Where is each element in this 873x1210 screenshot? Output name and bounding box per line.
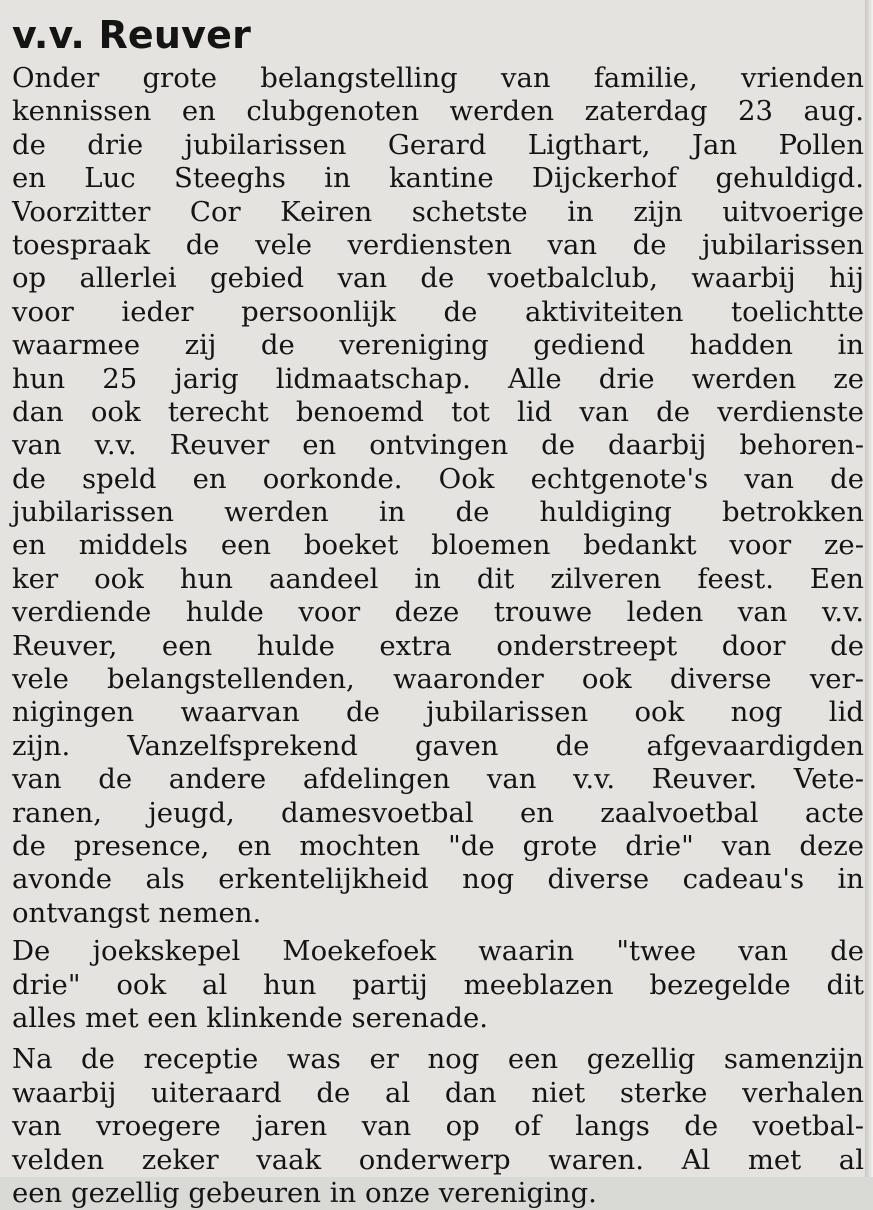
text-line: en Luc Steeghs in kantine Dijckerhof gehuldigd. [12, 162, 864, 195]
text-line: waarmee zij de vereniging gediend hadden in [12, 329, 864, 362]
text-line: waarbij uiteraard de al dan niet sterke verhalen [12, 1076, 864, 1109]
text-line: avonde als erkentelijkheid nog diverse cadeau's in [12, 863, 864, 896]
text-line: ker ook hun aandeel in dit zilveren feest. Een [12, 562, 864, 595]
text-line: van vroegere jaren van op of langs de voetbal- [12, 1110, 864, 1143]
text-line: voor ieder persoonlijk de aktiviteiten toelichtte [12, 295, 864, 328]
text-line: Reuver, een hulde extra onderstreept door de [12, 629, 864, 662]
text-line: hun 25 jarig lidmaatschap. Alle drie werden ze [12, 362, 864, 395]
text-line: vele belangstellenden, waaronder ook diverse ver- [12, 663, 864, 696]
torn-paper-edge [865, 0, 873, 1177]
text-line: Voorzitter Cor Keiren schetste in zijn uitvoerige [12, 195, 864, 228]
text-line: van v.v. Reuver en ontvingen de daarbij behoren- [12, 429, 864, 462]
text-line: zijn. Vanzelfsprekend gaven de afgevaardigden [12, 729, 864, 762]
text-line: drie" ook al hun partij meeblazen bezegelde dit [12, 968, 864, 1001]
article [12, 8, 864, 1210]
text-line: de drie jubilarissen Gerard Ligthart, Jan Pollen [12, 128, 864, 161]
text-line: velden zeker vaak onderwerp waren. Al met al [12, 1143, 864, 1176]
text-line: kennissen en clubgenoten werden zaterdag 23 aug. [12, 95, 864, 128]
text-line: ontvangst nemen. [12, 896, 262, 929]
text-line: de presence, en mochten "de grote drie" van deze [12, 829, 864, 862]
text-line: de speld en oorkonde. Ook echtgenote's van de [12, 462, 864, 495]
text-line: en middels een boeket bloemen bedankt voor ze- [12, 529, 864, 562]
text-line: alles met een klinkende serenade. [12, 1001, 489, 1034]
text-line: van de andere afdelingen van v.v. Reuver. Vete- [12, 763, 864, 796]
text-line: Na de receptie was er nog een gezellig samenzijn [12, 1043, 864, 1076]
paragraph-4 [12, 1043, 864, 1210]
paragraph-1 [12, 62, 864, 196]
text-line: op allerlei gebied van de voetbalclub, waarbij hij [12, 262, 864, 295]
paragraph-2 [12, 196, 864, 931]
article-headline: v.v. Reuver [12, 13, 252, 57]
paragraph-3 [12, 935, 864, 1035]
text-line: dan ook terecht benoemd tot lid van de verdienste [12, 395, 864, 428]
text-line: jubilarissen werden in de huldiging betrokken [12, 496, 864, 529]
text-line: toespraak de vele verdiensten van de jubilarissen [12, 228, 864, 261]
text-line: nigingen waarvan de jubilarissen ook nog lid [12, 696, 864, 729]
text-line: ranen, jeugd, damesvoetbal en zaalvoetbal acte [12, 796, 864, 829]
text-line: Onder grote belangstelling van familie, vrienden [12, 62, 864, 94]
text-line: een gezellig gebeuren in onze vereniging. [12, 1176, 597, 1209]
text-line: De joekskepel Moekefoek waarin "twee van de [12, 935, 864, 968]
text-line: verdiende hulde voor deze trouwe leden van v.v. [12, 596, 864, 629]
